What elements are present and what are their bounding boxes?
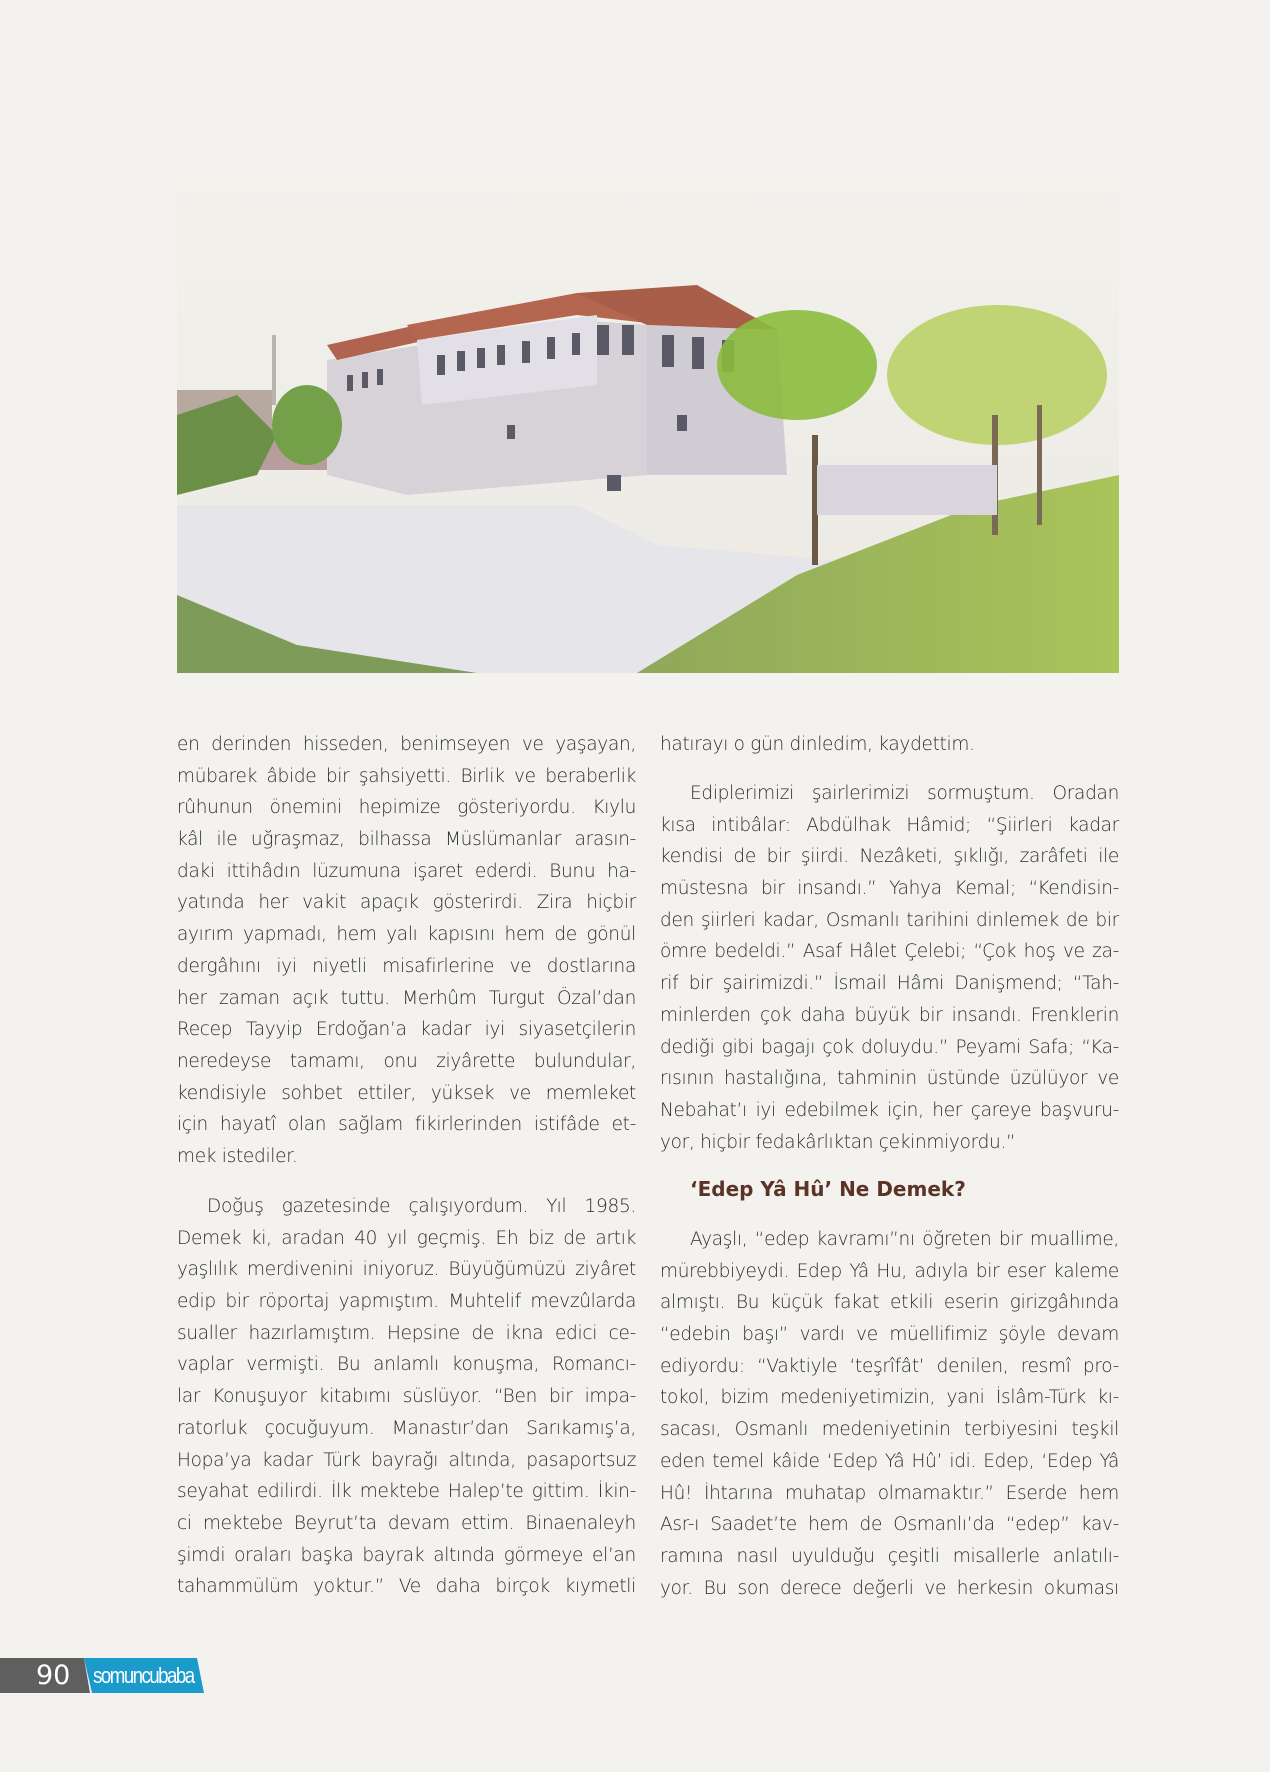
text-line: her zaman açık tuttu. Merhûm Turgut Özal’dan (177, 987, 636, 1009)
page-number: 90 (36, 1660, 71, 1691)
text-line: Demek ki, aradan 40 yıl geçmiş. Eh biz de artık (177, 1227, 636, 1249)
text-line: rif bir şairimizdi.” İsmail Hâmi Danişmend; “Tah- (660, 973, 1119, 995)
paragraph (177, 1191, 636, 1603)
text-line: den şiirleri kadar, Osmanlı tarihini dinlemek de bir (660, 909, 1119, 931)
text-line: eden temel kâide ‘Edep Yâ Hû’ idi. Edep, ‘Edep Yâ (660, 1450, 1119, 1472)
text-line: rûhunun önemini hepimize gösteriyordu. Kıylu (177, 797, 636, 819)
paragraph (660, 1224, 1119, 1604)
text-line: mübarek âbide bir şahsiyetti. Birlik ve beraberlik (177, 765, 636, 787)
paragraph (177, 729, 636, 1173)
text-line: seyahat edilirdi. İlk mektebe Halep’te gittim. İkin- (177, 1481, 636, 1503)
text-line: yor, hiçbir fedakârlıktan çekinmiyordu.” (660, 1131, 1016, 1153)
house-painting (177, 175, 1119, 673)
text-line: tokol, bizim medeniyetimizin, yani İslâm-Türk kı- (660, 1387, 1119, 1409)
text-line: ediyordu: “Vaktiyle ‘teşrîfât’ denilen, resmî pro- (660, 1355, 1119, 1377)
text-line: hatırayı o gün dinledim, kaydettim. (660, 734, 975, 755)
magazine-brand: somuncubaba (93, 1663, 194, 1688)
text-line: mürebbiyeydi. Edep Yâ Hu, adıyla bir eser kaleme (660, 1260, 1119, 1282)
text-line: rısının hastalığına, tahminin üstünde üzülüyor ve (660, 1068, 1119, 1090)
text-line: ci mektebe Beyrut’ta devam ettim. Binaenaleyh (177, 1512, 636, 1534)
paragraph (660, 778, 1119, 1158)
watercolor-ottoman-house-image (177, 175, 1119, 673)
text-line: neredeyse tamamı, onu ziyârette bulundular, (177, 1050, 636, 1072)
text-line: Ediplerimizi şairlerimizi sormuştum. Oradan (690, 783, 1119, 804)
text-line: sacası, Osmanlı medeniyetinin terbiyesini teşkil (660, 1419, 1119, 1441)
text-line: müstesna bir insandı.” Yahya Kemal; “Kendisin- (660, 878, 1119, 900)
text-line: kısa intibâlar: Abdülhak Hâmid; “Şiirleri kadar (660, 814, 1119, 836)
text-line: için hayatî olan sağlam fikirlerinden istifâde et- (177, 1114, 636, 1136)
text-line: kendisiyle sohbet ettiler, yüksek ve memleket (177, 1082, 636, 1104)
text-line: Doğuş gazetesinde çalışıyordum. Yıl 1985. (207, 1196, 636, 1217)
text-line: ayırım yapmadı, hem yalı kapısını hem de gönül (177, 924, 636, 946)
text-line: Nebahat’ı iyi edebilmek için, her çareye başvuru- (660, 1099, 1119, 1121)
text-line: mek istediler. (177, 1145, 298, 1167)
text-line: kendisi de bir şiirdi. Nezâketi, şıklığı, zarâfeti ile (660, 846, 1119, 868)
text-line: ömre bedeldi.” Asaf Hâlet Çelebi; “Çok hoş ve za- (660, 941, 1119, 963)
text-line: tahammülüm yoktur.” Ve daha birçok kıymetli (177, 1576, 636, 1598)
text-line: yor. Bu son derece değerli ve herkesin okuması (660, 1577, 1119, 1599)
text-line: minlerden çok daha büyük bir insandı. Frenklerin (660, 1004, 1119, 1026)
text-line: “edebin başı” vardı ve müellifimiz şöyle devam (660, 1324, 1119, 1346)
section-heading: ‘Edep Yâ Hû’ Ne Demek? (690, 1177, 966, 1201)
text-line: Hopa’ya kadar Türk bayrağı altında, pasaportsuz (177, 1449, 636, 1471)
text-line: ramına nasıl uyulduğu çeşitli misallerle anlatılı- (660, 1545, 1119, 1567)
text-line: kâl ile uğraşmaz, bilhassa Müslümanlar arasın- (177, 829, 636, 851)
paragraph (660, 729, 1119, 761)
text-line: yatında her vakit apaçık gösterirdi. Zira hiçbir (177, 892, 636, 914)
text-line: Ayaşlı, “edep kavramı”nı öğreten bir muallime, (690, 1229, 1119, 1250)
text-line: sualler hazırlamıştım. Hepsine de ikna edici ce- (177, 1322, 636, 1344)
text-line: dediği gibi bagajı çok doluydu.” Peyami Safa; “Ka- (660, 1036, 1119, 1058)
text-line: Asr-ı Saadet’te hem de Osmanlı’da “edep” kav- (660, 1514, 1119, 1536)
text-line: Recep Tayyip Erdoğan’a kadar iyi siyasetçilerin (177, 1019, 636, 1041)
text-line: yaşlılık merdivenini iniyoruz. Büyüğümüzü ziyâret (177, 1259, 636, 1281)
text-line: vaplar vermişti. Bu anlamlı konuşma, Romancı- (177, 1354, 636, 1376)
text-line: şimdi oraları başka bayrak altında görmeye el’an (177, 1544, 636, 1566)
text-line: ratorluk çocuğuyum. Manastır’dan Sarıkamış’a, (177, 1417, 636, 1439)
text-line: edip bir röportaj yapmıştım. Muhtelif mevzûlarda (177, 1291, 636, 1313)
text-line: dergâhını iyi niyetli misafirlerine ve dostlarına (177, 955, 636, 977)
text-line: daki ittihâdın lüzumuna işaret ederdi. Bunu ha- (177, 860, 636, 882)
text-line: en derinden hisseden, benimseyen ve yaşayan, (177, 734, 636, 755)
text-line: Hû! İhtarına muhatap olmamaktır.” Eserde hem (660, 1482, 1119, 1504)
text-line: almıştı. Bu küçük fakat etkili eserin girizgâhında (660, 1292, 1119, 1314)
text-line: lar Konuşuyor kitabımı süslüyor. “Ben bir impa- (177, 1386, 636, 1408)
